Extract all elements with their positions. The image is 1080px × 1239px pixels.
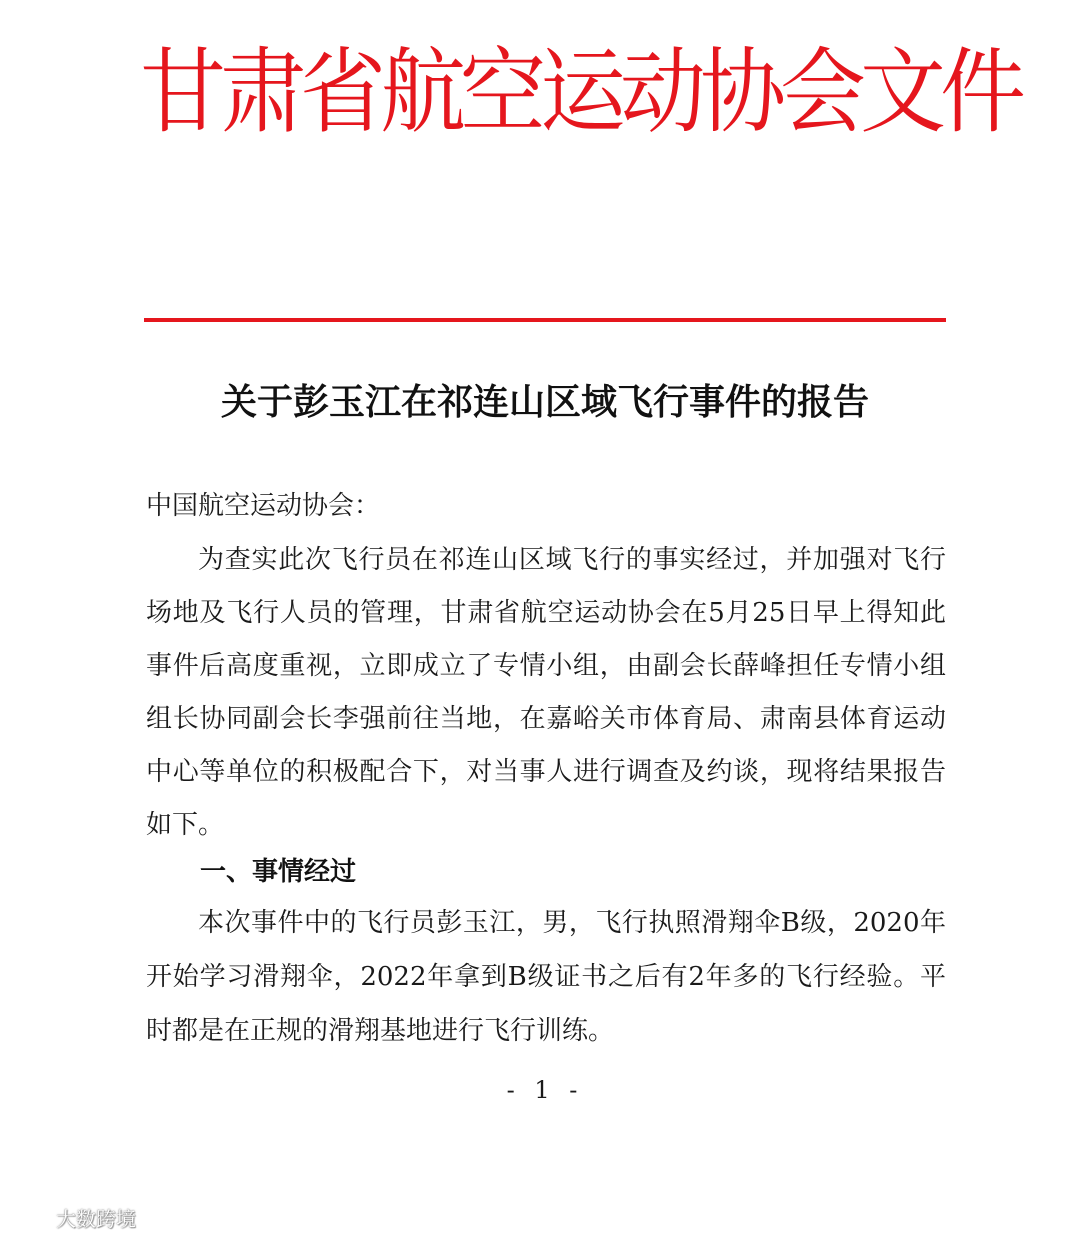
salutation: 中国航空运动协会： (146, 491, 381, 521)
masthead-title: 甘肃省航空运动协会文件 (140, 38, 1020, 147)
red-divider-line (144, 318, 946, 322)
watermark-text: 大数跨境 (56, 1206, 136, 1231)
body-paragraph-1: 为查实此次飞行员在祁连山区域飞行的事实经过，并加强对飞行场地及飞行人员的管理，甘肃省航空运动协会在5月25日早上得知此事件后高度重视，立即成立了专情小组，由副会长薛峰担任专情小组组长协同副会长李强前往当地，在嘉峪关市体育局、肃南县体育运动中心等单位的积极配合下，对当事人进行调查及约谈，现将结果报告如下。 (146, 545, 946, 840)
page-number: - 1 - (506, 1076, 584, 1104)
body-paragraph-2: 本次事件中的飞行员彭玉江，男，飞行执照滑翔伞B级，2020年开始学习滑翔伞，2022年拿到B级证书之后有2年多的飞行经验。平时都是在正规的滑翔基地进行飞行训练。 (146, 908, 946, 1046)
section-heading-1: 一、事情经过 (200, 857, 357, 887)
weibo-icon (10, 1204, 50, 1230)
watermark (10, 1200, 136, 1234)
document-title: 关于彭玉江在祁连山区域飞行事件的报告 (220, 382, 869, 423)
